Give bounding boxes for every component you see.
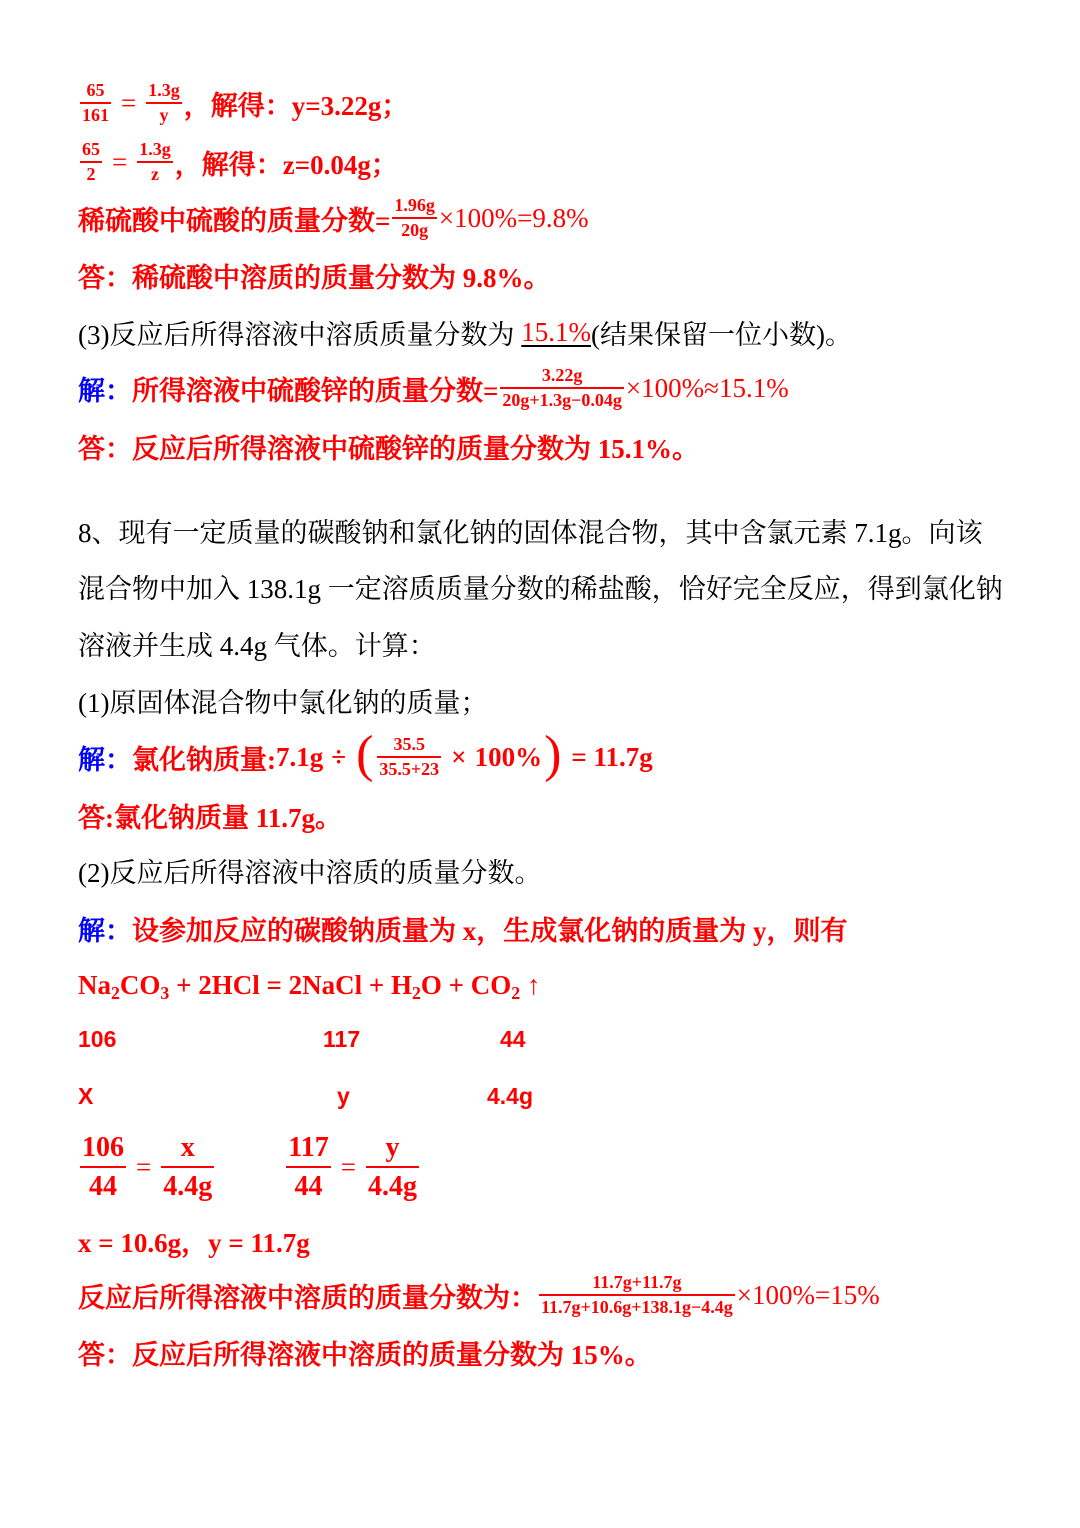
- fraction-denominator: y: [159, 105, 169, 125]
- part3-prompt-tail: (结果保留一位小数)。: [590, 319, 852, 350]
- solution-label: 解：: [78, 744, 132, 775]
- formula-part: CO: [119, 969, 161, 1000]
- part2-setup-line: [78, 898, 848, 958]
- acid-mass-fraction-lead: 稀硫酸中硫酸的质量分数=: [78, 205, 391, 236]
- fraction-numerator: x: [161, 1130, 214, 1168]
- ratio-unknowns-row: [78, 1067, 678, 1127]
- fraction: [500, 365, 624, 411]
- fraction: [146, 80, 182, 126]
- answer-line: [78, 1322, 652, 1382]
- fraction-numerator: 1.3g: [146, 80, 182, 104]
- fraction-numerator: 11.7g+11.7g: [539, 1272, 735, 1296]
- subscript: 2: [111, 982, 120, 1003]
- part2-fraction-lead: 反应后所得溶液中溶质的质量分数为：: [78, 1282, 537, 1313]
- equals-sign: =: [121, 87, 137, 118]
- question-8-stem-line-1: [78, 500, 983, 560]
- part3-prompt: [78, 302, 852, 362]
- results-text: x = 10.6g，y = 11.7g: [78, 1227, 310, 1258]
- fraction-numerator: 3.22g: [500, 365, 624, 389]
- answer-line: [78, 416, 699, 476]
- equals-sign: =: [136, 1151, 152, 1182]
- ratio-masses-row: [78, 1010, 678, 1070]
- calc-z-result: ，解得：z=0.04g；: [174, 149, 398, 180]
- chlorine-mass: 7.1g: [276, 741, 324, 772]
- acid-mass-fraction-line: [78, 188, 589, 248]
- fraction: [377, 734, 441, 780]
- part2-prompt-text: (2)反应后所得溶液中溶质的质量分数。: [78, 857, 542, 888]
- answer-line: [78, 245, 551, 305]
- question-8-stem-line-2: [78, 556, 1003, 616]
- ratio-mass: 106: [78, 1026, 117, 1052]
- part3-answer-blank: 15.1%: [521, 316, 591, 347]
- times-sign: ×: [451, 741, 467, 772]
- fraction: [366, 1130, 419, 1204]
- fraction-denominator: 2: [86, 164, 96, 184]
- question-text: 8、现有一定质量的碳酸钠和氯化钠的固体混合物，其中含氯元素 7.1g。向该: [78, 517, 983, 548]
- fraction-numerator: 65: [80, 139, 102, 163]
- formula-part: O + CO: [420, 969, 512, 1000]
- question-8-stem-line-3: [78, 613, 436, 673]
- fraction-denominator: 11.7g+10.6g+138.1g−4.4g: [541, 1297, 733, 1317]
- fraction: [80, 80, 111, 126]
- ratio-mass: 117: [323, 1026, 361, 1052]
- chemical-equation: [78, 970, 540, 1001]
- part2-fraction-line: [78, 1265, 880, 1325]
- fraction-denominator: 44: [294, 1171, 323, 1202]
- solution-label: 解：: [78, 375, 132, 406]
- question-text: 溶液并生成 4.4g 气体。计算：: [78, 630, 436, 661]
- fraction: [161, 1130, 214, 1204]
- close-parenthesis: ): [544, 726, 562, 783]
- part2-fraction-tail: ×100%=15%: [736, 1279, 880, 1310]
- answer-text: 答：反应后所得溶液中硫酸锌的质量分数为 15.1%。: [78, 433, 699, 464]
- subscript: 2: [511, 982, 521, 1003]
- proportion-y: [284, 1130, 421, 1204]
- fraction: [137, 139, 173, 185]
- calc-y-line: [78, 73, 408, 133]
- solution-label: 解：: [78, 915, 132, 946]
- acid-mass-fraction-tail: ×100%=9.8%: [438, 202, 589, 233]
- proportions-line: [78, 1132, 421, 1202]
- part3-solution-lead: 所得溶液中硫酸锌的质量分数=: [132, 375, 499, 406]
- fraction-denominator: z: [150, 164, 159, 184]
- fraction-denominator: 44: [89, 1171, 117, 1202]
- subscript: 3: [160, 982, 170, 1003]
- answer-line: [78, 785, 342, 845]
- formula-part: Na: [78, 969, 111, 1000]
- fraction: [80, 139, 102, 185]
- part1-prompt: [78, 670, 487, 730]
- part2-setup-text: 设参加反应的碳酸钠质量为 x，生成氯化钠的质量为 y，则有: [132, 915, 848, 946]
- calc-z-line: [78, 132, 398, 192]
- part3-solution-line: [78, 358, 789, 418]
- fraction-denominator: 4.4g: [163, 1171, 213, 1202]
- fraction-numerator: 1.3g: [137, 139, 173, 163]
- fraction-denominator: 20g: [401, 220, 429, 240]
- part1-solution-lead: 氯化钠质量:: [132, 744, 276, 775]
- part3-solution-tail: ×100%≈15.1%: [625, 372, 789, 403]
- percent-value: 100%: [474, 741, 543, 772]
- formula-part: + 2HCl = 2NaCl + H: [169, 969, 412, 1000]
- results-line: [78, 1210, 310, 1270]
- fraction-numerator: 117: [286, 1130, 330, 1168]
- fraction-denominator: 161: [82, 105, 109, 125]
- gas-arrow-icon: ↑: [520, 969, 541, 1000]
- answer-text: 答：反应后所得溶液中溶质的质量分数为 15%。: [78, 1339, 652, 1370]
- chemical-equation-line: [78, 955, 540, 1015]
- part2-prompt: [78, 840, 541, 900]
- ratio-unknown: X: [78, 1083, 94, 1109]
- fraction-numerator: 1.96g: [392, 195, 437, 219]
- part1-prompt-text: (1)原固体混合物中氯化钠的质量；: [78, 687, 488, 718]
- fraction-numerator: y: [366, 1130, 419, 1168]
- calc-y-result: ，解得：y=3.22g；: [183, 90, 409, 121]
- open-parenthesis: (: [356, 726, 374, 783]
- fraction-numerator: 65: [80, 80, 111, 104]
- ratio-unknown: 4.4g: [487, 1083, 534, 1109]
- part1-solution-line: [78, 727, 653, 787]
- fraction-numerator: 106: [80, 1130, 126, 1168]
- divide-sign: ÷: [331, 741, 347, 772]
- ratio-unknown: y: [337, 1083, 350, 1109]
- equals-sign: =: [340, 1151, 356, 1182]
- subscript: 2: [411, 982, 421, 1003]
- fraction: [392, 195, 437, 241]
- fraction-denominator: 20g+1.3g−0.04g: [502, 390, 622, 410]
- fraction-denominator: 35.5+23: [379, 759, 440, 779]
- proportion-x: [78, 1130, 216, 1204]
- fraction: [539, 1272, 735, 1318]
- equals-sign: =: [112, 146, 128, 177]
- fraction-numerator: 35.5: [377, 734, 441, 758]
- part1-result: = 11.7g: [571, 741, 653, 772]
- part3-prompt-lead: (3)反应后所得溶液中溶质质量分数为: [78, 319, 522, 350]
- fraction-denominator: 4.4g: [367, 1171, 417, 1202]
- fraction: [80, 1130, 126, 1204]
- fraction: [286, 1130, 330, 1204]
- ratio-mass: 44: [500, 1026, 526, 1052]
- question-text: 混合物中加入 138.1g 一定溶质质量分数的稀盐酸，恰好完全反应，得到氯化钠: [78, 573, 1003, 604]
- answer-text: 答:氯化钠质量 11.7g。: [78, 802, 343, 833]
- answer-text: 答：稀硫酸中溶质的质量分数为 9.8%。: [78, 262, 551, 293]
